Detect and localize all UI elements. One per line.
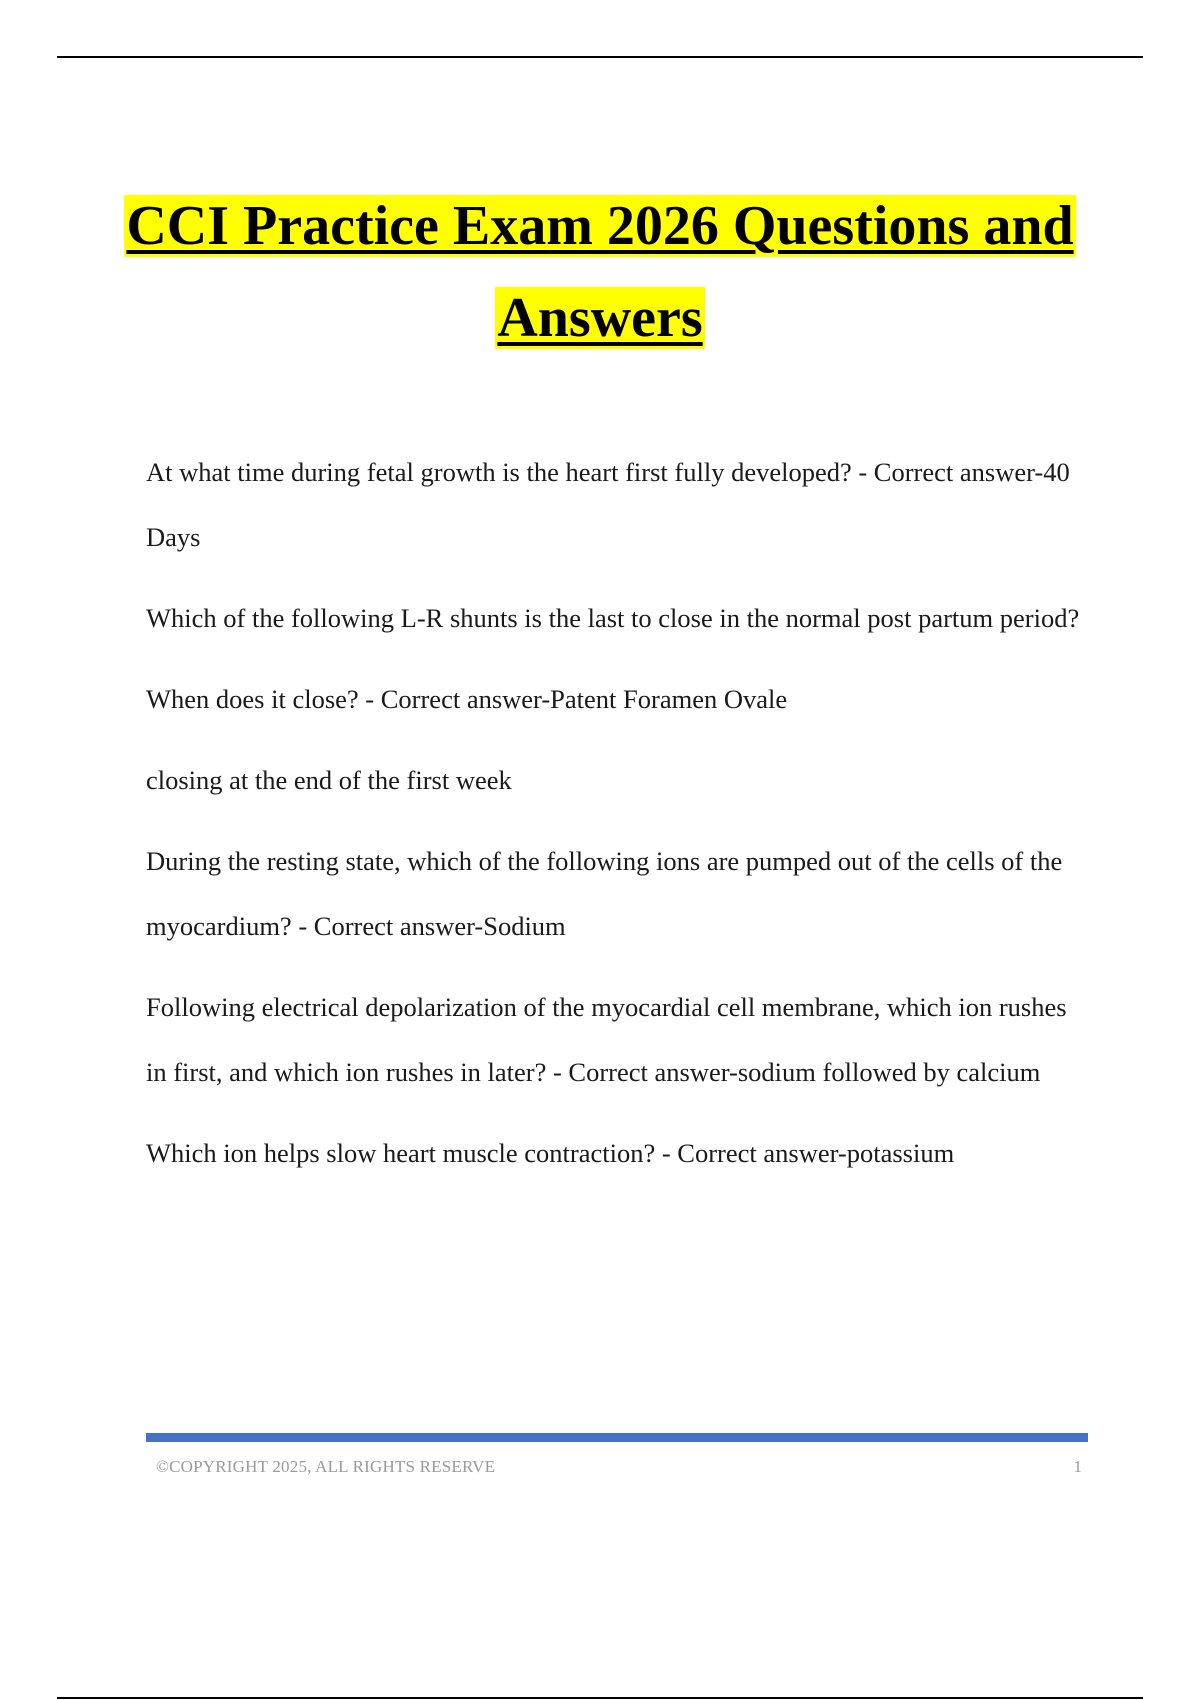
page-number: 1 (1073, 1457, 1082, 1476)
paragraph-5: During the resting state, which of the following ions are pumped out of the cells of the myocardium? - Correct answer-Sodium (146, 846, 1063, 941)
document-title (0, 180, 1200, 364)
title-line-1: CCI Practice Exam 2026 Questions and (126, 195, 1074, 257)
document-body (146, 440, 1092, 1202)
footer-bar (146, 1433, 1088, 1442)
paragraph-2: Which of the following L-R shunts is the last to close in the normal post partum period? (146, 603, 1080, 633)
title-line-2: Answers (497, 287, 703, 349)
top-rule (57, 56, 1143, 58)
footer-copyright: ©COPYRIGHT 2025, ALL RIGHTS RESERVE (156, 1457, 496, 1476)
paragraph-1: At what time during fetal growth is the heart first fully developed? - Correct answer-40 Days (146, 457, 1070, 552)
paragraph-4: closing at the end of the first week (146, 765, 512, 795)
bottom-rule (57, 1697, 1143, 1699)
paragraph-6: Following electrical depolarization of the myocardial cell membrane, which ion rushes in first, and which ion rushes in later? - Correct answer-sodium followed by calcium (146, 992, 1067, 1087)
paragraph-3: When does it close? - Correct answer-Patent Foramen Ovale (146, 684, 788, 714)
paragraph-7: Which ion helps slow heart muscle contraction? - Correct answer-potassium (146, 1138, 955, 1168)
